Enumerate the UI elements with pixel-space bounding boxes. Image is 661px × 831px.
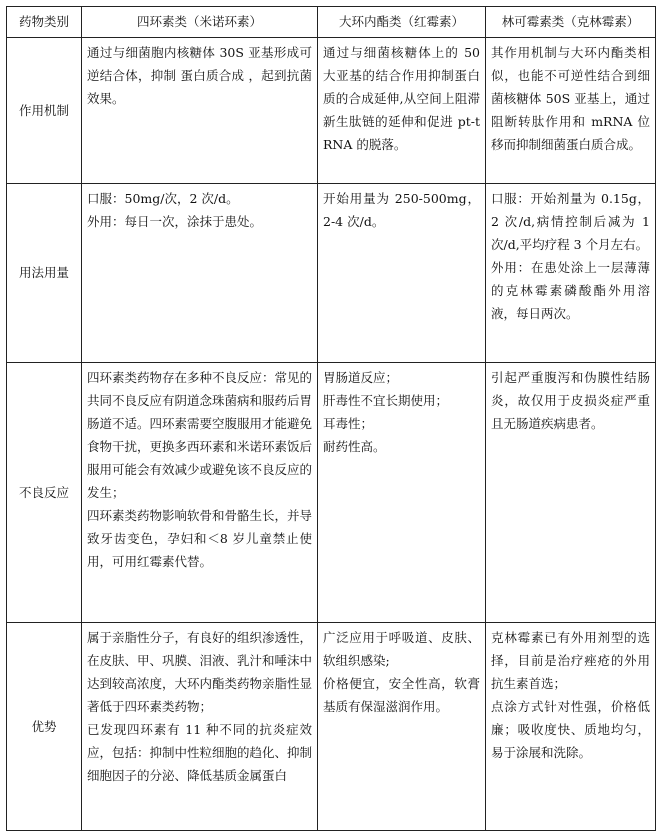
table-cell: 口服：50mg/次，2 次/d。 外用：每日一次，涂抹于患处。 xyxy=(82,184,318,363)
table-row-adverse-reactions xyxy=(7,363,656,623)
header-lincosamides: 林可霉素类（克林霉素） xyxy=(486,7,656,38)
table-cell: 广泛应用于呼吸道、皮肤、软组织感染; 价格便宜，安全性高，软膏基质有保湿滋润作用。 xyxy=(318,623,486,831)
drug-comparison-table xyxy=(6,6,656,831)
table-cell: 属于亲脂性分子，有良好的组织渗透性，在皮肤、甲、巩膜、泪液、乳汁和唾沫中达到较高浓度，大环内酯类药物亲脂性显著低于四环素类药物； 已发现四环素有 11 种不同的抗炎症效应，包括：抑制中性粒细胞的趋化、抑制细胞因子的分泌、降低基质金属蛋白 xyxy=(82,623,318,831)
table-cell: 克林霉素已有外用剂型的选择，目前是治疗痤疮的外用抗生素首选； 点涂方式针对性强，价格低廉；吸收度快、质地均匀，易于涂展和洗除。 xyxy=(486,623,656,831)
row-category: 优势 xyxy=(7,623,82,831)
row-category: 不良反应 xyxy=(7,363,82,623)
table-cell: 四环素类药物存在多种不良反应：常见的共同不良反应有阴道念珠菌病和服药后胃肠道不适。四环素需要空腹服用才能避免食物干扰，更换多西环素和米诺环素饭后服用可能会有效减少或避免该不良反应的发生； 四环素类药物影响软骨和骨骼生长，并导致牙齿变色，孕妇和＜8 岁儿童禁止使用，可用红霉素代替。 xyxy=(82,363,318,623)
row-category: 作用机制 xyxy=(7,38,82,184)
header-macrolides: 大环内酯类（红霉素） xyxy=(318,7,486,38)
row-category: 用法用量 xyxy=(7,184,82,363)
table-cell: 引起严重腹泻和伪膜性结肠炎，故仅用于皮损炎症严重且无肠道疾病患者。 xyxy=(486,363,656,623)
table-row-usage xyxy=(7,184,656,363)
table-cell: 开始用量为 250-500mg，2-4 次/d。 xyxy=(318,184,486,363)
table-cell: 通过与细菌核糖体上的 50 大亚基的结合作用抑制蛋白质的合成延伸,从空间上阻滞新生肽链的延伸和促进 pt-tRNA 的脱落。 xyxy=(318,38,486,184)
header-drug-category: 药物类别 xyxy=(7,7,82,38)
table-cell: 通过与细菌胞内核糖体 30S 亚基形成可逆结合体，抑制 蛋白质合成 ，起到抗菌效果。 xyxy=(82,38,318,184)
table-row-advantages xyxy=(7,623,656,831)
table-cell: 胃肠道反应； 肝毒性不宜长期使用； 耳毒性； 耐药性高。 xyxy=(318,363,486,623)
header-tetracyclines: 四环素类（米诺环素） xyxy=(82,7,318,38)
table-cell: 其作用机制与大环内酯类相似，也能不可逆性结合到细菌核糖体 50S 亚基上，通过阻断转肽作用和 mRNA 位移而抑制细菌蛋白质合成。 xyxy=(486,38,656,184)
header-row xyxy=(7,7,656,38)
table-cell: 口服：开始剂量为 0.15g，2 次/d,病情控制后减为 1 次/d,平均疗程 3 个月左右。 外用：在患处涂上一层薄薄的克林霉素磷酸酯外用溶液，每日两次。 xyxy=(486,184,656,363)
table-row-mechanism xyxy=(7,38,656,184)
